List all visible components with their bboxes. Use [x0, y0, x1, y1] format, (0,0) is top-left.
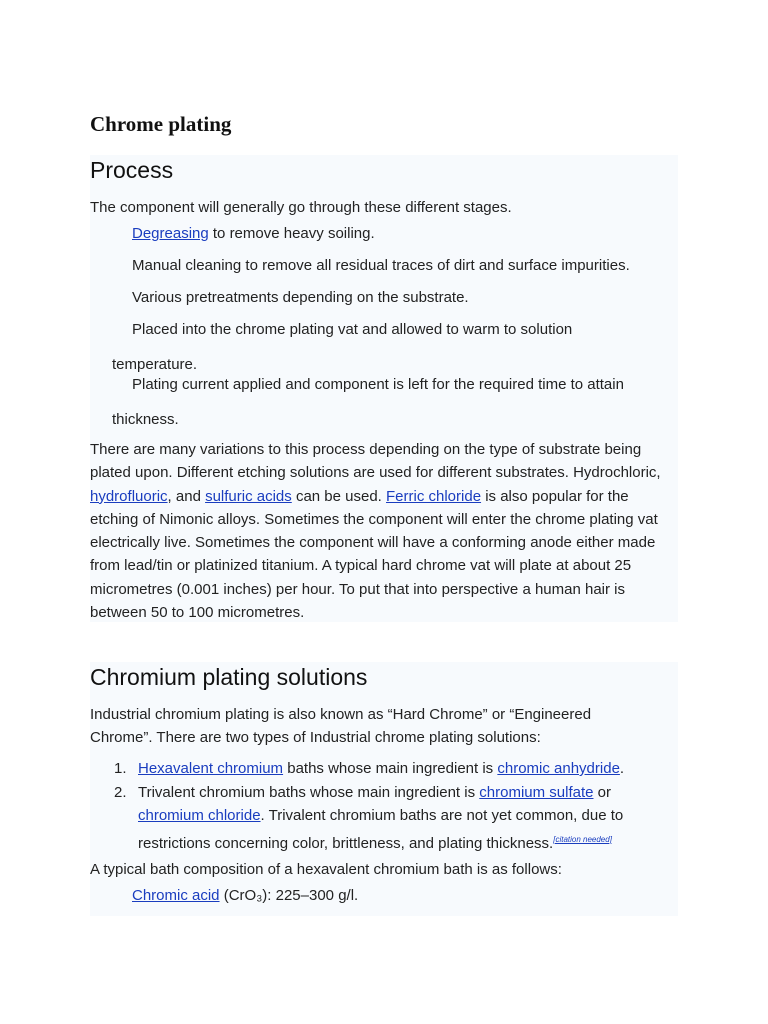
- bath-item: Chromic acid (CrO₃): 225–300 g/l.: [132, 887, 359, 904]
- stage-item: Placed into the chrome plating vat and allowed to warm to solution: [132, 321, 573, 338]
- process-heading: Process: [90, 157, 174, 183]
- stage-item: Plating current applied and component is left for the required time to attain: [132, 376, 624, 393]
- chromic-acid-link[interactable]: Chromic acid: [132, 887, 220, 904]
- process-intro: The component will generally go through these different stages.: [90, 199, 512, 216]
- solutions-section: [90, 662, 678, 916]
- list-item: Trivalent chromium baths whose main ingredient is chromium sulfate or chromium chloride. Trivalent chromium baths are not yet common, due to restrictions concerning color, brittleness, and plating thickness.[citation needed]: [138, 784, 624, 852]
- degreasing-link[interactable]: Degreasing: [132, 225, 209, 242]
- ferric-chloride-link[interactable]: Ferric chloride: [386, 487, 482, 505]
- document-title: Chrome plating: [90, 112, 232, 136]
- list-item-number: 2.: [114, 784, 127, 801]
- stage-item-continuation: temperature.: [112, 356, 198, 373]
- bath-intro: A typical bath composition of a hexavalent chromium bath is as follows:: [90, 861, 562, 878]
- stage-item: Manual cleaning to remove all residual traces of dirt and surface impurities.: [132, 257, 630, 274]
- stage-item-continuation: thickness.: [112, 411, 179, 428]
- hexavalent-chromium-link[interactable]: Hexavalent chromium: [138, 760, 284, 777]
- process-section: [90, 155, 678, 622]
- list-item: 1. Hexavalent chromium baths whose main ingredient is chromic anhydride.: [114, 760, 625, 777]
- chromium-sulfate-link[interactable]: chromium sulfate: [479, 784, 594, 801]
- chromic-anhydride-link[interactable]: chromic anhydride: [497, 760, 620, 777]
- stage-item: Degreasing to remove heavy soiling.: [132, 225, 375, 242]
- solutions-heading: Chromium plating solutions: [90, 664, 368, 690]
- stage-item: Various pretreatments depending on the substrate.: [132, 289, 469, 306]
- solutions-intro: Industrial chromium plating is also known as “Hard Chrome” or “Engineered Chrome”. There are two types of Industrial chrome plating solutions:: [90, 706, 592, 747]
- chromium-chloride-link[interactable]: chromium chloride: [138, 807, 261, 825]
- hydrofluoric-link[interactable]: hydrofluoric: [90, 487, 168, 505]
- citation-needed-link[interactable]: [citation needed]: [553, 834, 612, 844]
- process-paragraph: There are many variations to this process depending on the type of substrate being plated upon. Different etching solutions are used for different substrates. Hydrochloric, hydrofluoric, and sulfuric acids can be used. Ferric chloride is also popular for the etching of Nimonic alloys. Sometimes the component will enter the chrome plating vat electrically live. Sometimes the component will have a conforming anode either made from lead/tin or platinized titanium. A typical hard chrome vat will plate at about 25 micrometres (0.001 inches) per hour. To put that into perspective a human hair is between 50 to 100 micrometres.: [90, 441, 661, 622]
- sulfuric-acids-link[interactable]: sulfuric acids: [205, 487, 292, 505]
